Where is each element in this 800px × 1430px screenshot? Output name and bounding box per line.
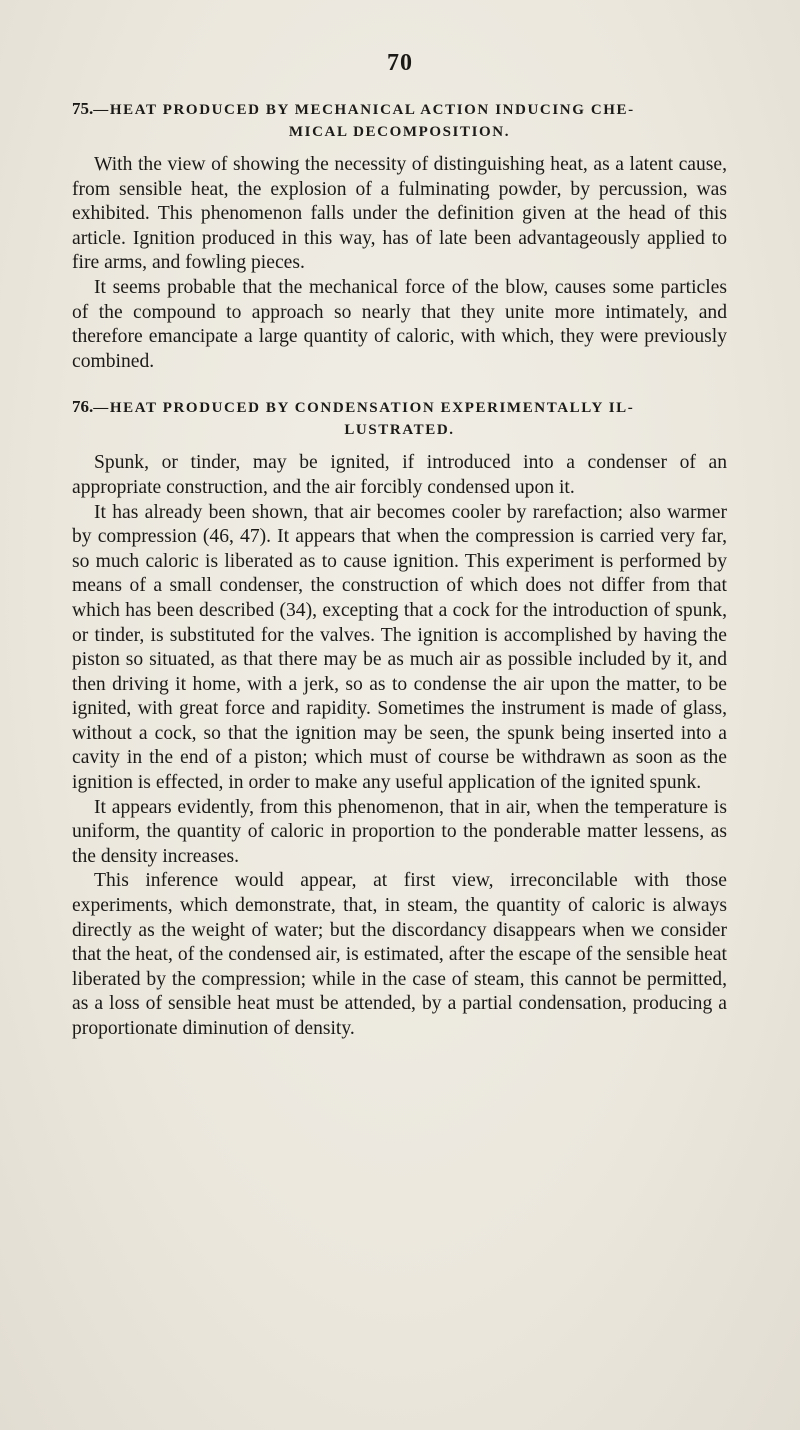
section-heading <box>72 98 727 143</box>
section-75 <box>72 98 727 374</box>
paragraph: Spunk, or tinder, may be ignited, if introduced into a condenser of an appropriate construction, and the air forcibly condensed upon it. <box>72 452 727 498</box>
section-heading-line1: —HEAT PRODUCED BY CONDENSATION EXPERIMENTALLY IL- <box>93 400 635 417</box>
section-76 <box>72 396 727 1041</box>
section-spacer <box>72 374 727 396</box>
paragraph: With the view of showing the necessity of distinguishing heat, as a latent cause, from sensible heat, the explosion of a fulminating powder, by percussion, was exhibited. This phenomenon falls under the definition given at the head of this article. Ignition produced in this way, has of late been advantageously applied to fire arms, and fowling pieces. <box>72 154 727 274</box>
paragraph: It appears evidently, from this phenomenon, that in air, when the temperature is uniform, the quantity of caloric in proportion to the ponderable matter lessens, as the density increases. <box>72 796 727 867</box>
section-heading <box>72 396 727 441</box>
section-heading-line2: LUSTRATED. <box>344 422 455 439</box>
page-number: 70 <box>387 50 413 76</box>
section-heading-line2: MICAL DECOMPOSITION. <box>288 124 511 140</box>
paragraph: It has already been shown, that air becomes cooler by rarefaction; also warmer by compression (46, 47). It appears that when the compression is carried very far, so much caloric is liberated as to cause ignition. This experiment is performed by means of a small condenser, the construction of which does not differ from that which has been described (34), excepting that a cock for the introduction of spunk, or tinder, is substituted for the valves. The ignition is accomplished by having the piston so situated, as that there may be as much air as possible included by it, and then driving it home, with a jerk, so as to condense the air upon the matter, to be ignited, with great force and rapidity. Sometimes the instrument is made of glass, without a cock, so that the ignition may be seen, the spunk being inserted into a cavity in the end of a piston; which must of course be withdrawn as soon as the ignition is effected, in order to make any useful application of the ignited spunk. <box>72 501 727 794</box>
paragraph: It seems probable that the mechanical force of the blow, causes some particles of the compound to approach so nearly that they unite more intimately, and therefore emancipate a large quantity of caloric, with which, they were previously combined. <box>72 276 727 372</box>
page-content <box>72 98 727 1042</box>
section-number: 76. <box>72 397 94 417</box>
section-number: 75. <box>72 99 94 118</box>
paragraph: This inference would appear, at first view, irreconcilable with those experiments, which demonstrate, that, in steam, the quantity of caloric is always directly as the weight of water; but the discordancy disappears when we consider that the heat, of the condensed air, is estimated, after the escape of the sensible heat liberated by the compression; while in the case of steam, this cannot be permitted, as a loss of sensible heat must be attended, by a partial condensation, producing a proportionate diminution of density. <box>72 870 727 1039</box>
section-heading-line1: —HEAT PRODUCED BY MECHANICAL ACTION INDUCING CHE- <box>93 102 635 118</box>
